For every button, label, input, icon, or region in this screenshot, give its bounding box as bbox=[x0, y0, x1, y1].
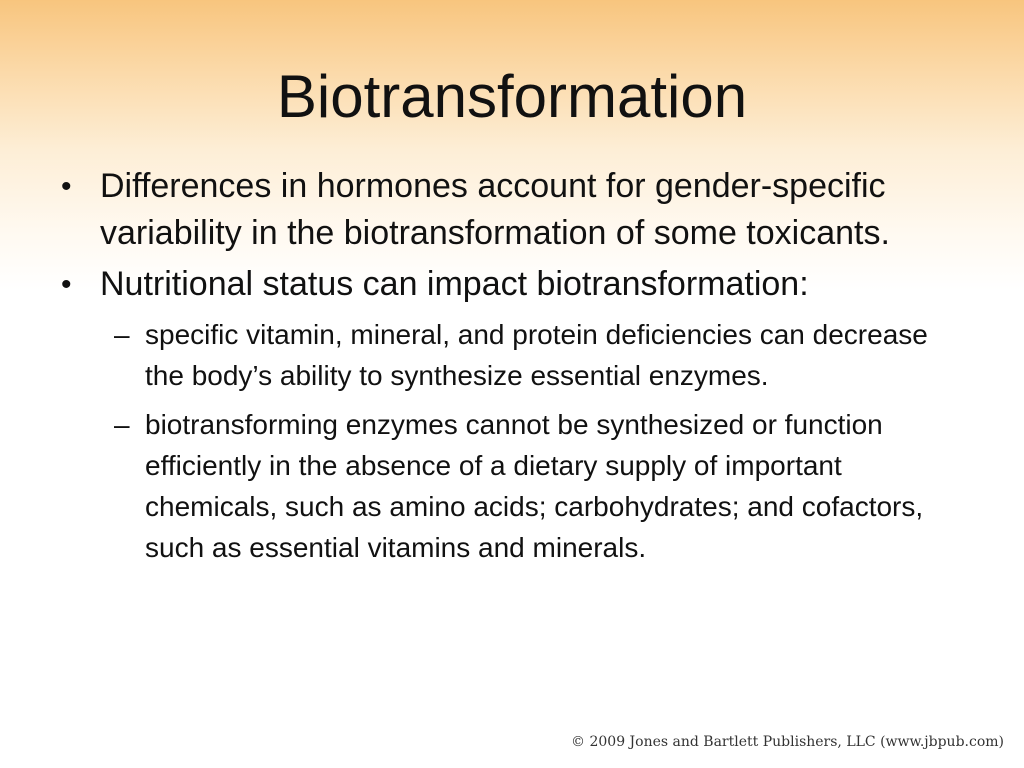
bullet-marker: • bbox=[61, 268, 72, 301]
sub-bullet-text: specific vitamin, mineral, and protein deficiencies can decrease the body’s ability to synthesize essential enzymes. bbox=[145, 319, 928, 391]
bullet-item bbox=[0, 261, 960, 568]
bullet-marker: • bbox=[61, 170, 72, 203]
sub-bullet-text: biotransforming enzymes cannot be synthesized or function efficiently in the absence of a dietary supply of important chemicals, such as amino acids; carbohydrates; and cofactors, such as essential vitamins and minerals. bbox=[145, 409, 924, 563]
sub-bullet-item bbox=[100, 314, 965, 396]
bullet-list bbox=[0, 163, 960, 576]
sub-bullet-item bbox=[100, 404, 965, 568]
bullet-text: Differences in hormones account for gender-specific variability in the biotransformation of some toxicants. bbox=[100, 167, 890, 252]
copyright-footer: © 2009 Jones and Bartlett Publishers, LLC (www.jbpub.com) bbox=[571, 734, 1004, 750]
bullet-text: Nutritional status can impact biotransformation: bbox=[100, 265, 809, 303]
bullet-item bbox=[0, 163, 960, 257]
sub-bullet-list bbox=[100, 314, 960, 568]
sub-bullet-marker: – bbox=[114, 409, 130, 440]
sub-bullet-marker: – bbox=[114, 319, 130, 350]
slide-title: Biotransformation bbox=[276, 63, 748, 130]
